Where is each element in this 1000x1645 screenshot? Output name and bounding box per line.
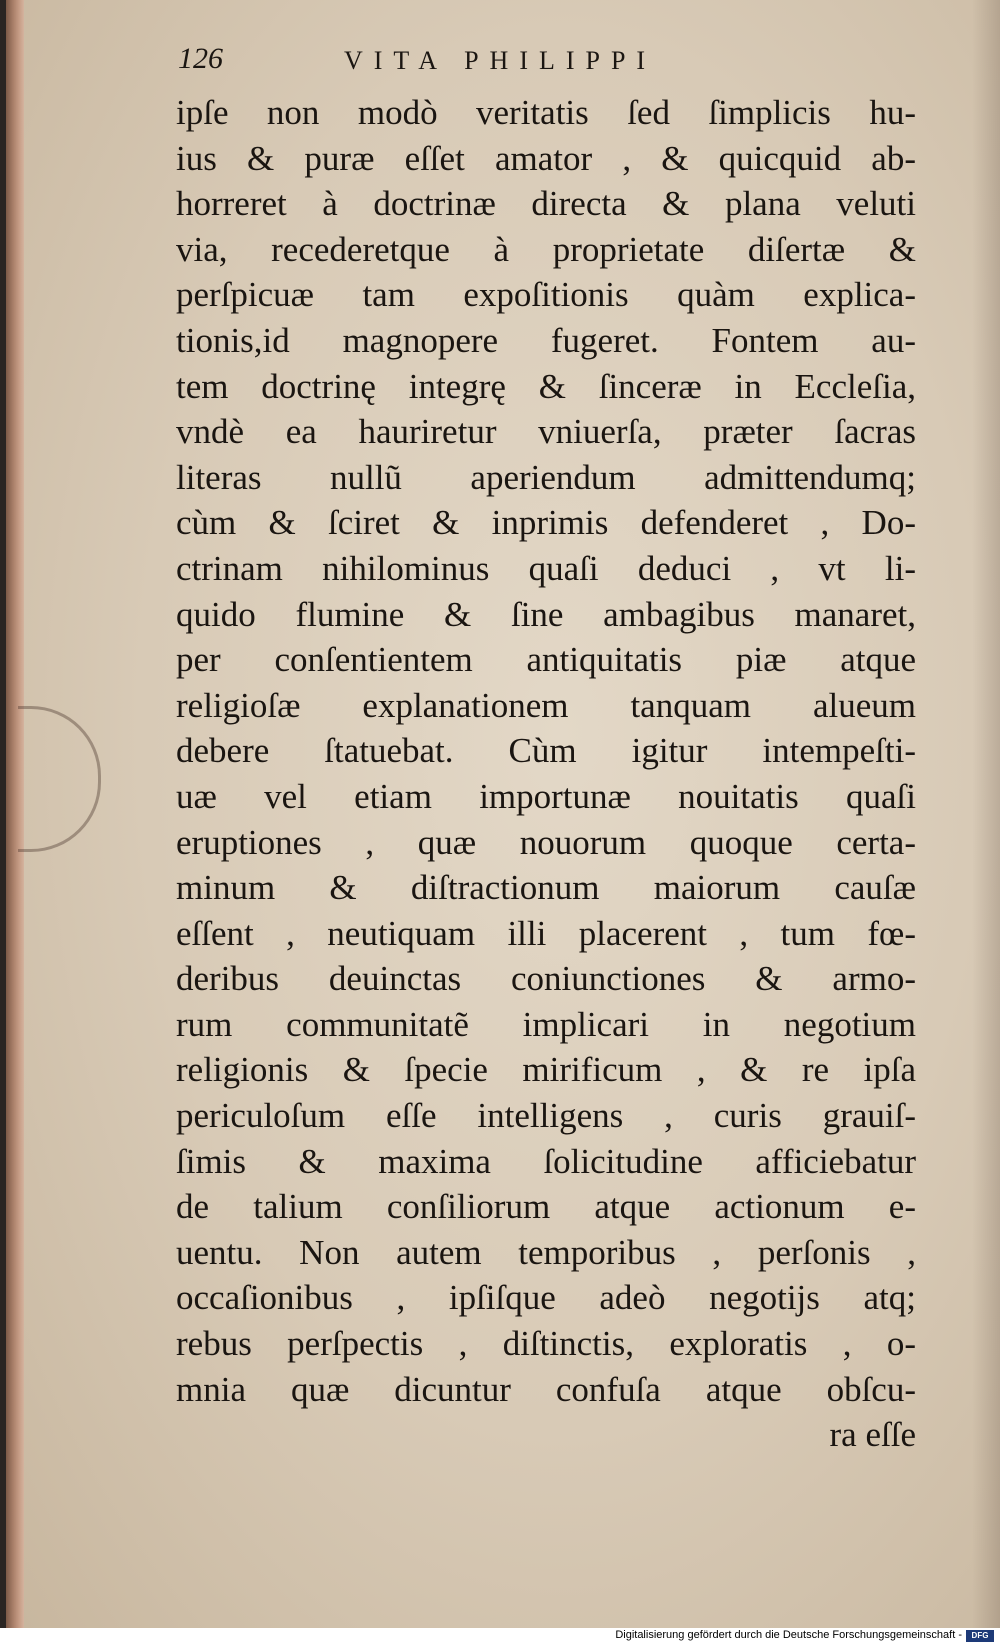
text-line: mnia quæ dicuntur confuſa atque obſcu- (176, 1369, 916, 1409)
body-text (176, 90, 916, 1458)
text-line: rebus perſpectis , diſtinctis, exploratis , o- (176, 1324, 916, 1364)
text-line: tionis,id magnopere fugeret. Fontem au- (176, 320, 916, 360)
page-header (178, 40, 818, 84)
text-line: ra eſſe (829, 1415, 916, 1455)
text-line: eruptiones , quæ nouorum quoque certa- (176, 822, 916, 862)
text-line: uentu. Non autem temporibus , perſonis , (176, 1232, 916, 1272)
text-line: eſſent , neutiquam illi placerent , tum fœ- (176, 913, 916, 953)
text-line: tem doctrinę integrę & ſinceræ in Eccleſia, (176, 366, 916, 406)
text-line: rum communitatẽ implicari in negotium (176, 1004, 916, 1044)
text-line: perſpicuæ tam expoſitionis quàm explica- (176, 275, 916, 315)
footer-credit: Digitalisierung gefördert durch die Deutsche Forschungsgemeinschaft - (615, 1629, 962, 1641)
page-number: 126 (178, 42, 223, 75)
text-line: periculoſum eſſe intelligens , curis grauiſ- (176, 1096, 916, 1136)
text-line: per conſentientem antiquitatis piæ atque (176, 640, 916, 680)
footer-bar (0, 1628, 1000, 1645)
text-line: vndè ea hauriretur vniuerſa, præter ſacras (176, 412, 916, 452)
text-line: deribus deuinctas coniunctiones & armo- (176, 959, 916, 999)
text-line: de talium conſiliorum atque actionum e- (176, 1187, 916, 1227)
text-line: literas nullũ aperiendum admittendumq; (176, 457, 916, 497)
text-line: religioſæ explanationem tanquam alueum (176, 685, 916, 725)
running-head: VITA PHILIPPI (344, 46, 657, 75)
text-line: via, recederetque à proprietate diſertæ & (176, 229, 916, 269)
text-line: ctrinam nihilominus quaſi deduci , vt li- (176, 548, 916, 588)
clasp-shadow (18, 706, 101, 852)
text-line: horreret à doctrinæ directa & plana veluti (176, 184, 916, 224)
text-line: debere ſtatuebat. Cùm igitur intempeſti- (176, 731, 916, 771)
text-line: ipſe non modò veritatis ſed ſimplicis hu- (176, 93, 916, 132)
text-line: minum & diſtractionum maiorum cauſæ (176, 868, 916, 908)
dfg-logo: DFG (966, 1630, 994, 1642)
text-line: uæ vel etiam importunæ nouitatis quaſi (176, 776, 916, 816)
text-line: ſimis & maxima ſolicitudine afficiebatur (176, 1141, 916, 1181)
text-line: religionis & ſpecie mirificum , & re ipſa (176, 1050, 916, 1090)
text-line: cùm & ſciret & inprimis defenderet , Do- (176, 503, 916, 543)
text-line: occaſionibus , ipſiſque adeò negotijs atq; (176, 1278, 916, 1318)
text-line: quido flumine & ſine ambagibus manaret, (176, 594, 916, 634)
text-line: ius & puræ eſſet amator , & quicquid ab- (176, 138, 916, 178)
